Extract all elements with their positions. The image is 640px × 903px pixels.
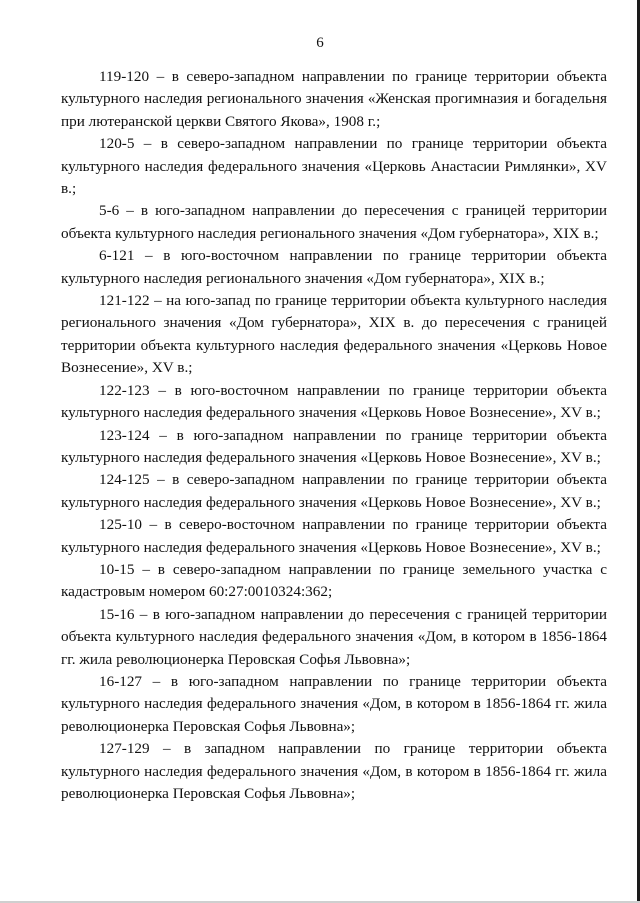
boundary-paragraph: 123-124 – в юго-западном направлении по границе территории объекта культурного наследия федерального значения «Церковь Новое Вознесение», XV в.; [61, 426, 607, 466]
boundary-paragraph: 6-121 – в юго-восточном направлении по границе территории объекта культурного наследия регионального значения «Дом губернатора», XIX в.; [61, 247, 607, 287]
boundary-paragraph: 119-120 – в северо-западном направлении по границе территории объекта культурного наследия регионального значения «Женская прогимназия и богадельня при лютеранской церкви Святого Якова», 1908 г.; [61, 68, 607, 130]
boundary-paragraph: 127-129 – в западном направлении по границе территории объекта культурного наследия федерального значения «Дом, в котором в 1856-1864 гг. жила революционерка Перовская Софья Львовна»; [61, 740, 607, 802]
boundary-paragraph: 125-10 – в северо-восточном направлении по границе территории объекта культурного наследия федерального значения «Церковь Новое Вознесение», XV в.; [61, 516, 607, 556]
boundary-paragraph: 124-125 – в северо-западном направлении по границе территории объекта культурного наследия федерального значения «Церковь Новое Вознесение», XV в.; [61, 471, 607, 511]
boundary-paragraph: 120-5 – в северо-западном направлении по границе территории объекта культурного наследия федерального значения «Церковь Анастасии Римлянки», XV в.; [61, 135, 607, 198]
boundary-paragraph: 15-16 – в юго-западном направлении до пересечения с границей территории объекта культурного наследия федерального значения «Дом, в котором в 1856-1864 гг. жила революционерка Перовская Софья Львовна»; [61, 605, 607, 668]
page-number: 6 [316, 35, 324, 51]
boundary-paragraph: 121-122 – на юго-запад по границе территории объекта культурного наследия регионального значения «Дом губернатора», XIX в. до пересечения с границей территории объекта культурного наследия федерального значения «Церковь Новое Вознесение», XV в.; [61, 292, 607, 377]
boundary-paragraph: 16-127 – в юго-западном направлении по границе территории объекта культурного наследия федерального значения «Дом, в котором в 1856-1864 гг. жила революционерка Перовская Софья Львовна»; [61, 672, 607, 735]
boundary-paragraph: 5-6 – в юго-западном направлении до пересечения с границей территории объекта культурного наследия регионального значения «Дом губернатора», XIX в.; [61, 202, 607, 242]
boundary-paragraph: 10-15 – в северо-западном направлении по границе земельного участка с кадастровым номером 60:27:0010324:362; [61, 560, 607, 601]
document-body [61, 66, 607, 805]
boundary-paragraph: 122-123 – в юго-восточном направлении по границе территории объекта культурного наследия федерального значения «Церковь Новое Вознесение», XV в.; [61, 381, 607, 422]
